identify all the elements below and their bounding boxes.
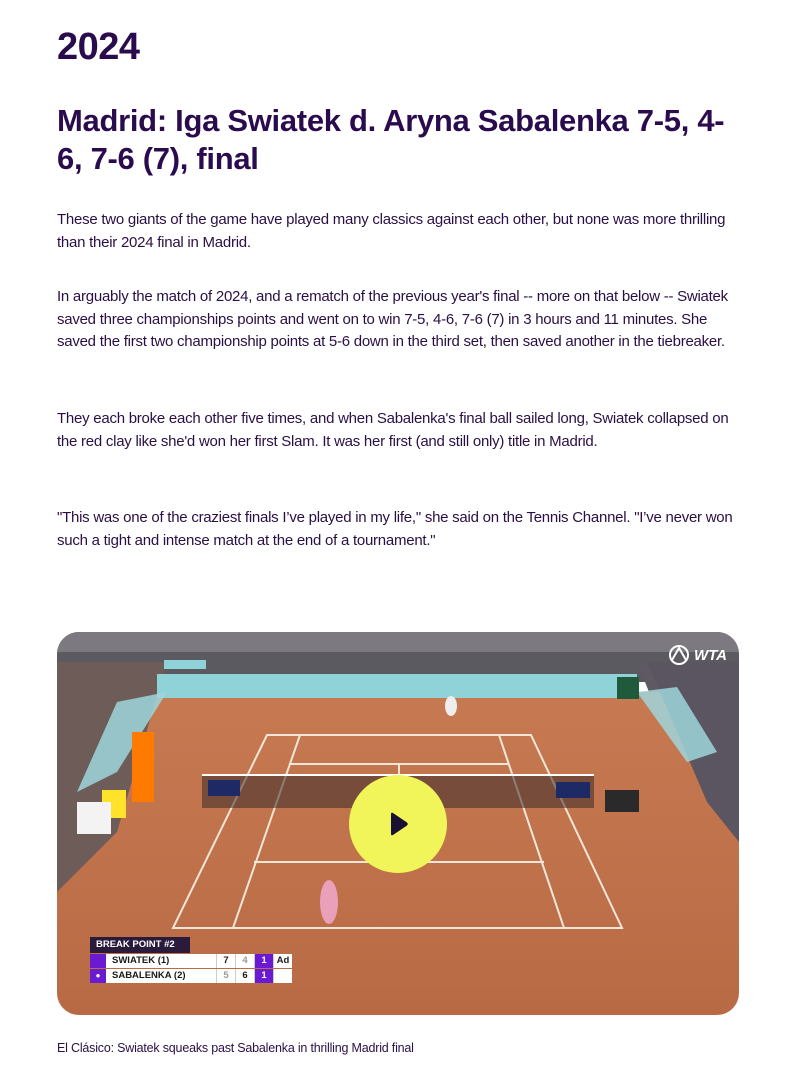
wta-logo [668, 644, 727, 666]
article-paragraph: In arguably the match of 2024, and a rematch of the previous year's final -- more on that below -- Swiatek saved three championships points and went on to win 7-5, 4-6, 7-6 (7) in 3 hours and 11 minutes. She saved the first two championship points at 5-6 down in the third set, then saved another in the tiebreaker. [57, 288, 728, 350]
scoreboard-player: SABALENKA (2) [106, 969, 216, 983]
play-button[interactable] [349, 775, 447, 873]
video-player[interactable] [57, 632, 739, 1015]
scoreboard-set1: 7 [216, 954, 235, 968]
player-flag-icon: ● [90, 969, 106, 983]
scoreboard-title: BREAK POINT #2 [90, 937, 190, 953]
article-headline: Madrid: Iga Swiatek d. Aryna Sabalenka 7-5, 4-6, 7-6 (7), final [57, 103, 725, 176]
scoreboard-set3: 1 [254, 954, 273, 968]
wta-emblem-icon [668, 644, 690, 666]
scoreboard [90, 937, 292, 983]
article-paragraph: These two giants of the game have played many classics against each other, but none was more thrilling than their 2024 final in Madrid. [57, 211, 726, 251]
video-caption: El Clásico: Swiatek squeaks past Sabalenka in thrilling Madrid final [57, 1041, 414, 1055]
scoreboard-set1: 5 [216, 969, 235, 983]
serve-indicator-icon [90, 954, 106, 968]
play-icon [386, 810, 410, 838]
scoreboard-player: SWIATEK (1) [106, 954, 216, 968]
wta-logo-text: WTA [693, 646, 727, 664]
scoreboard-game: Ad [273, 954, 292, 968]
scoreboard-row [90, 969, 292, 983]
article-quote-paragraph: "This was one of the craziest finals I’ve played in my life," she said on the Tennis Channel. "I’ve never won such a tight and intense match at the end of a tournament." [57, 509, 733, 549]
scoreboard-set3: 1 [254, 969, 273, 983]
article-paragraph: They each broke each other five times, and when Sabalenka's final ball sailed long, Swiatek collapsed on the red clay like she'd won her first Slam. It was her first (and still only) title in Madrid. [57, 410, 729, 450]
scoreboard-game [273, 969, 292, 983]
scoreboard-row [90, 954, 292, 968]
scoreboard-set2: 6 [235, 969, 254, 983]
scoreboard-set2: 4 [235, 954, 254, 968]
section-year-heading: 2024 [57, 26, 140, 68]
